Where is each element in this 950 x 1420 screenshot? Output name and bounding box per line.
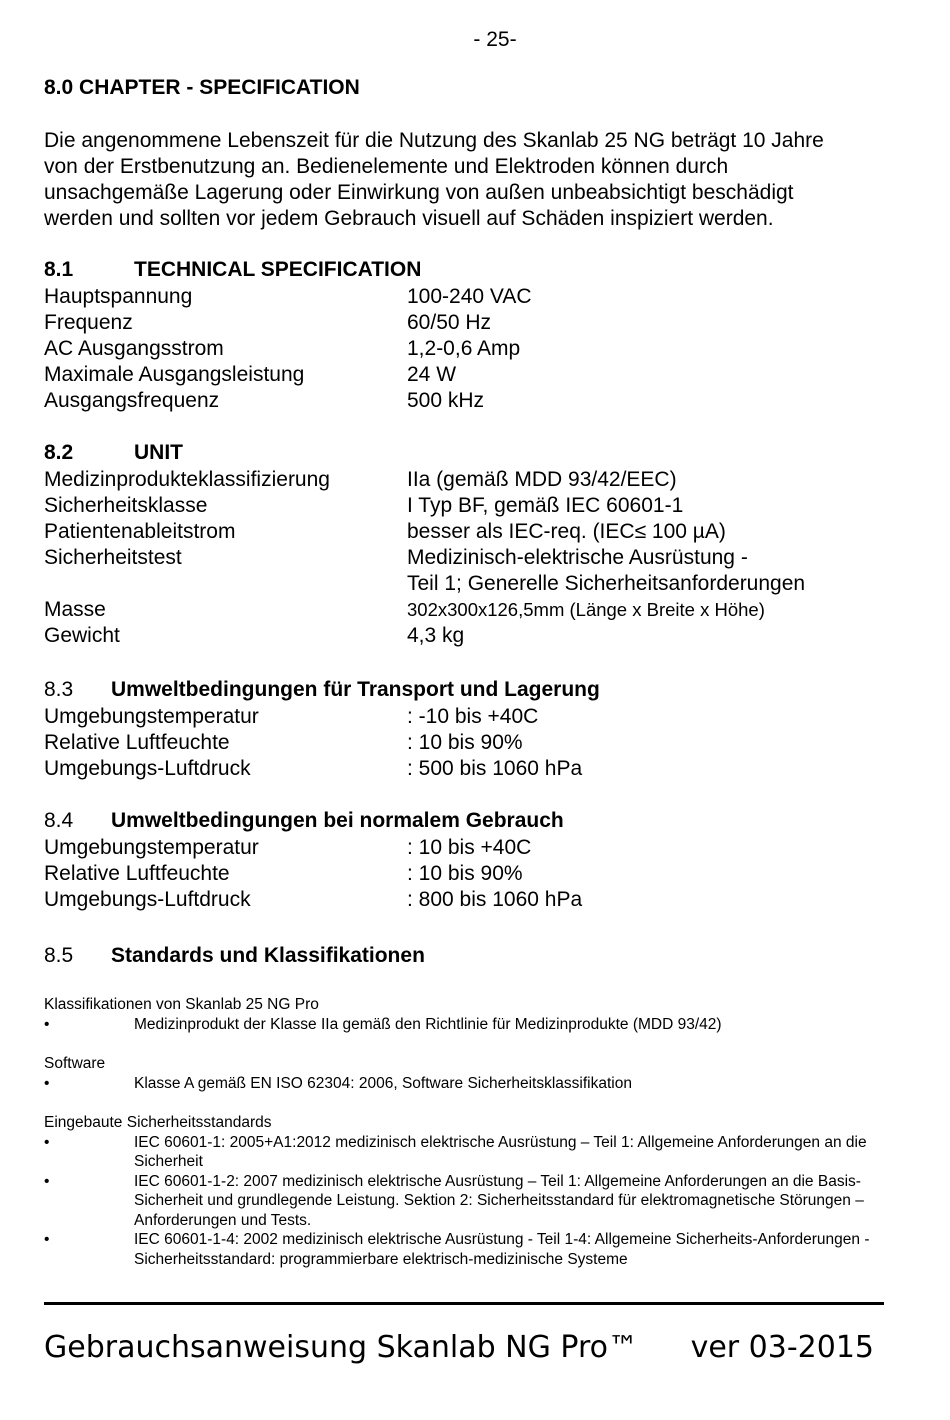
spec-label: Umgebungs-Luftdruck: [44, 757, 251, 780]
section-number: 8.1: [44, 258, 74, 281]
spec-value: : 500 bis 1060 hPa: [407, 757, 583, 780]
bullet: •: [44, 1172, 50, 1190]
spec-value: 24 W: [407, 363, 457, 386]
section-number: 8.5: [44, 944, 74, 967]
bullet: •: [44, 1074, 50, 1092]
spec-value: 60/50 Hz: [407, 311, 492, 334]
spec-value: besser als IEC-req. (IEC≤ 100 µA): [407, 520, 726, 543]
standards-group-safety: [44, 1113, 904, 1269]
spec-value: IIa (gemäß MDD 93/42/EEC): [407, 468, 677, 491]
spec-label: Sicherheitsklasse: [44, 494, 208, 517]
standards-group-classification: [44, 995, 904, 1034]
spec-label: Umgebungs-Luftdruck: [44, 888, 251, 911]
list-item: [44, 1172, 904, 1231]
spec-value: Medizinisch-elektrische Ausrüstung -: [407, 546, 748, 569]
group-heading: Eingebaute Sicherheitsstandards: [44, 1114, 272, 1131]
spec-label: AC Ausgangsstrom: [44, 337, 224, 360]
section-number: 8.4: [44, 809, 74, 832]
intro-line: Die angenommene Lebenszeit für die Nutzung des Skanlab 25 NG beträgt 10 Jahre: [44, 129, 824, 152]
spec-value: 302x300x126,5mm (Länge x Breite x Höhe): [407, 599, 765, 620]
spec-label: Sicherheitstest: [44, 546, 182, 569]
spec-label: Medizinprodukteklassifizierung: [44, 468, 330, 491]
bullet: •: [44, 1231, 50, 1248]
intro-line: unsachgemäße Lagerung oder Einwirkung von außen unbeabsichtigt beschädigt: [44, 181, 794, 204]
item-text: IEC 60601-1-2: 2007 medizinisch elektrische Ausrüstung – Teil 1: Allgemeine Anforderungen an die Basis-Sicherheit und grundlegende Leistung. Sektion 2: Sicherheitsstandard für elektromagnetische Störungen – Anforderungen und Tests.: [134, 1172, 864, 1229]
spec-label: Patientenableitstrom: [44, 520, 236, 543]
group-heading: Software: [44, 1055, 106, 1072]
item-text: Klasse A gemäß EN ISO 62304: 2006, Software Sicherheitsklassifikation: [134, 1074, 632, 1092]
item-text: IEC 60601-1-4: 2002 medizinisch elektrische Ausrüstung - Teil 1-4: Allgemeine Sicherheits-Anforderungen - Sicherheitsstandard: programmierbare elektrisch-medizinische Systeme: [134, 1231, 870, 1268]
spec-value: 4,3 kg: [407, 624, 465, 647]
section-title: Umweltbedingungen bei normalem Gebrauch: [111, 809, 564, 832]
spec-label: Ausgangsfrequenz: [44, 389, 220, 412]
item-text: Medizinprodukt der Klasse IIa gemäß den Richtlinie für Medizinprodukte (MDD 93/42): [134, 1015, 722, 1033]
list-item: [44, 1015, 904, 1035]
spec-value: 1,2-0,6 Amp: [407, 337, 521, 360]
footer-version: ver 03-2015: [690, 1330, 874, 1365]
spec-value: : -10 bis +40C: [407, 705, 539, 728]
spec-value: : 800 bis 1060 hPa: [407, 888, 583, 911]
standards-group-software: [44, 1054, 904, 1093]
spec-label: Umgebungstemperatur: [44, 705, 259, 728]
list-item: [44, 1133, 904, 1172]
spec-label: Relative Luftfeuchte: [44, 731, 230, 754]
spec-label: Gewicht: [44, 624, 120, 647]
section-8-1-heading: [44, 258, 421, 282]
chapter-title: 8.0 CHAPTER - SPECIFICATION: [44, 76, 360, 99]
section-number: 8.3: [44, 678, 74, 701]
footer-title: Gebrauchsanweisung Skanlab NG Pro™: [44, 1330, 638, 1365]
section-8-5-heading: [44, 944, 425, 968]
page-number: - 25-: [473, 28, 517, 51]
section-8-2-heading: [44, 441, 183, 465]
spec-value: 500 kHz: [407, 389, 485, 412]
footer-divider: [44, 1302, 884, 1305]
section-8-3-heading: [44, 678, 600, 702]
bullet: •: [44, 1015, 50, 1033]
group-heading: Klassifikationen von Skanlab 25 NG Pro: [44, 996, 319, 1013]
intro-line: von der Erstbenutzung an. Bedienelemente und Elektroden können durch: [44, 155, 729, 178]
spec-label: Umgebungstemperatur: [44, 836, 259, 859]
spec-label: Masse: [44, 598, 106, 621]
section-number: 8.2: [44, 441, 74, 464]
spec-label: Maximale Ausgangsleistung: [44, 363, 305, 386]
section-title: UNIT: [134, 441, 183, 464]
spec-value: : 10 bis 90%: [407, 731, 523, 754]
spec-value: Teil 1; Generelle Sicherheitsanforderungen: [407, 572, 806, 595]
section-title: Standards und Klassifikationen: [111, 944, 425, 967]
bullet: •: [44, 1133, 50, 1151]
section-8-4-heading: [44, 809, 564, 833]
spec-value: I Typ BF, gemäß IEC 60601-1: [407, 494, 684, 517]
spec-label: Relative Luftfeuchte: [44, 862, 230, 885]
intro-paragraph: [44, 128, 914, 232]
list-item: [44, 1230, 904, 1269]
spec-value: : 10 bis 90%: [407, 862, 523, 885]
spec-label: Hauptspannung: [44, 285, 193, 308]
section-title: TECHNICAL SPECIFICATION: [134, 258, 422, 281]
intro-line: werden und sollten vor jedem Gebrauch visuell auf Schäden inspiziert werden.: [44, 207, 774, 230]
list-item: [44, 1074, 904, 1094]
spec-label: Frequenz: [44, 311, 133, 334]
spec-value: 100-240 VAC: [407, 285, 532, 308]
section-title: Umweltbedingungen für Transport und Lagerung: [111, 678, 600, 701]
spec-value: : 10 bis +40C: [407, 836, 532, 859]
item-text: IEC 60601-1: 2005+A1:2012 medizinisch elektrische Ausrüstung – Teil 1: Allgemeine Anforderungen an die Sicherheit: [134, 1133, 867, 1170]
